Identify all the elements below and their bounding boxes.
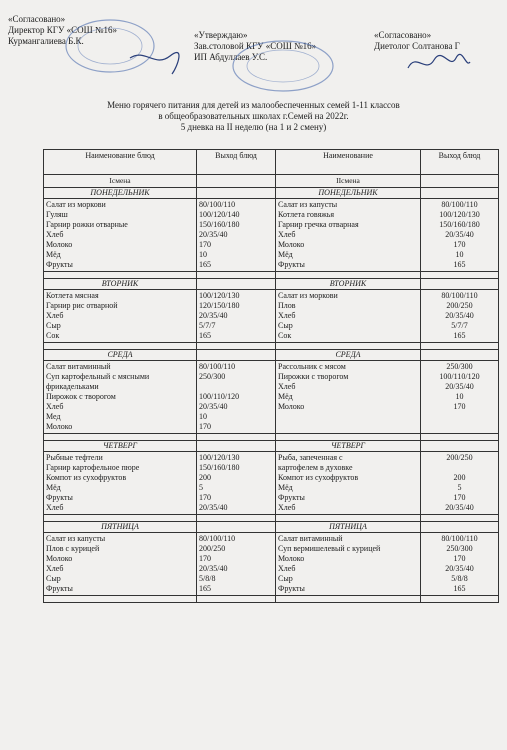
output-list-left-line: 20/35/40 (199, 564, 228, 573)
header-left-line-1: «Согласовано» (8, 14, 66, 24)
output-list-right-line: 200/250 (446, 301, 473, 310)
day-name-left: ВТОРНИК (44, 279, 197, 290)
output-list-left-line: 250/300 (199, 372, 226, 381)
dish-list-right-line: Сыр (278, 321, 293, 330)
output-list-left-line: 10 (199, 250, 207, 259)
dish-list-left-line: Гуляш (46, 210, 68, 219)
col-header-dish-left: Наименование блюд (44, 150, 197, 175)
dish-list-right-line: Пирожки с творогом (278, 372, 349, 381)
dish-list-right-line: Молоко (278, 402, 305, 411)
output-list-right-line: 100/110/120 (439, 372, 480, 381)
output-list-right-line: 20/35/40 (445, 503, 474, 512)
output-list-left-line: 5 (199, 483, 203, 492)
output-list-right-line: 170 (453, 493, 466, 502)
day-name-right: ЧЕТВЕРГ (276, 441, 421, 452)
output-list-left (197, 361, 276, 434)
day-name-right: СРЕДА (276, 350, 421, 361)
dietitian-signature-icon (404, 50, 474, 76)
dish-list-right-line: Фрукты (278, 493, 305, 502)
output-list-right-line: 200/250 (446, 453, 473, 462)
dish-list-right-line: Молоко (278, 554, 305, 563)
output-list-left-line: 100/110/120 (199, 392, 240, 401)
dish-list-left-line: Плов с курицей (46, 544, 100, 553)
dish-list-left-line: Молоко (46, 422, 73, 431)
output-list-right-line: 20/35/40 (445, 564, 474, 573)
output-list-right-line: 5/8/8 (451, 574, 468, 583)
output-list-right-line: 10 (455, 250, 464, 259)
output-list-right-line: 80/100/110 (441, 200, 478, 209)
day-body-row (44, 290, 499, 343)
shift-row (44, 175, 499, 188)
dish-list-left-line: Гарнир картофельное пюре (46, 463, 140, 472)
dish-list-left-line: Мёд (46, 250, 61, 259)
dish-list-right-line: Рыба, запеченная с (278, 453, 343, 462)
dish-list-right (276, 199, 421, 272)
output-list-right-line (423, 463, 496, 473)
output-list-left-line: 200/250 (199, 544, 226, 553)
col-header-output-left: Выход блюд (197, 150, 276, 175)
dish-list-right-line: Молоко (278, 240, 305, 249)
dish-list-right-line: Сыр (278, 574, 293, 583)
dish-list-left (44, 199, 197, 272)
dish-list-right-line: Сок (278, 331, 292, 340)
output-list-left (197, 533, 276, 596)
dish-list-left-line: Молоко (46, 554, 73, 563)
output-list-left (197, 199, 276, 272)
output-list-right-line: 170 (453, 402, 466, 411)
day-name-right: ПОНЕДЕЛЬНИК (276, 188, 421, 199)
dish-list-right-line: Суп вермишелевый с курицей (278, 544, 381, 553)
day-name-right: ПЯТНИЦА (276, 522, 421, 533)
output-list-left-line: 170 (199, 422, 211, 431)
output-list-left-line: 20/35/40 (199, 230, 228, 239)
output-list-right (421, 361, 499, 434)
output-list-right-line: 5 (457, 483, 462, 492)
dish-list-left-line: Салат из моркови (46, 200, 106, 209)
dish-list-left-line: Хлеб (46, 564, 64, 573)
output-list-left (197, 452, 276, 515)
dish-list-left-line: Салат из капусты (46, 534, 106, 543)
day-name-left: ЧЕТВЕРГ (44, 441, 197, 452)
canteen-stamp-icon (228, 38, 338, 94)
shift-1-label: Iсмена (44, 175, 197, 188)
dish-list-left-line: Пирожок с творогом (46, 392, 116, 401)
output-list-left-line: 20/35/40 (199, 402, 228, 411)
dish-list-right (276, 533, 421, 596)
output-list-left-line: 170 (199, 554, 211, 563)
day-header-row (44, 441, 499, 452)
output-list-right-line: 80/100/110 (441, 534, 478, 543)
output-list-left-line: 165 (199, 260, 211, 269)
dish-list-left-line: Салат витаминный (46, 362, 111, 371)
day-name-left: ПЯТНИЦА (44, 522, 197, 533)
dish-list-left-line: Хлеб (46, 503, 64, 512)
dish-list-left-line: Суп картофельный с мясными (46, 372, 150, 381)
output-list-right-line: 5/7/7 (451, 321, 468, 330)
output-list-right-line: 20/35/40 (445, 230, 474, 239)
dish-list-right-line: Хлеб (278, 311, 296, 320)
dish-list-right-line: Фрукты (278, 584, 305, 593)
dish-list-right (276, 290, 421, 343)
menu-title-line-3: 5 дневка на II неделю (на 1 и 2 смену) (180, 122, 327, 132)
output-list-left-line: 165 (199, 331, 211, 340)
dish-list-left-line: Сок (46, 331, 60, 340)
header-right-line-1: «Согласовано» (374, 30, 432, 40)
output-list-left-line: 80/100/110 (199, 534, 236, 543)
output-list-left-line: 150/160/180 (199, 463, 240, 472)
output-list-left-line: 200 (199, 473, 211, 482)
output-list-right-line: 80/100/110 (441, 291, 478, 300)
output-list-left-line: 20/35/40 (199, 503, 228, 512)
dish-list-left-line: Мёд (46, 483, 61, 492)
output-list-left-line: 170 (199, 493, 211, 502)
day-body-row (44, 533, 499, 596)
dish-list-right-line: Хлеб (278, 230, 296, 239)
dish-list-left (44, 533, 197, 596)
dish-list-left (44, 290, 197, 343)
dish-list-left-line: Котлета мясная (46, 291, 99, 300)
dish-list-right-line: Мёд (278, 250, 293, 259)
header-middle-line-3: ИП Абдуллаев У.С. (194, 52, 268, 62)
dish-list-right-line: Плов (278, 301, 296, 310)
dish-list-right-line: Хлеб (278, 382, 296, 391)
output-list-left-line: 100/120/140 (199, 210, 240, 219)
dish-list-right-line: Хлеб (278, 564, 296, 573)
dish-list-right-line: Компот из сухофруктов (278, 473, 359, 482)
dish-list-left-line: Компот из сухофруктов (46, 473, 127, 482)
dish-list-left-line: Сыр (46, 574, 61, 583)
dish-list-right-line: Салат витаминный (278, 534, 343, 543)
dish-list-right-line: Мёд (278, 483, 293, 492)
output-list-right-line: 150/160/180 (439, 220, 480, 229)
output-list-right-line: 200 (453, 473, 466, 482)
header-left-line-2: Директор КГУ «СОШ №16» (8, 25, 118, 35)
header-right-approval (374, 30, 460, 52)
dish-list-left-line: Фрукты (46, 260, 73, 269)
output-list-right-line: 165 (453, 260, 466, 269)
output-list-left-line: 10 (199, 412, 207, 421)
output-list-right-line: 20/35/40 (445, 311, 474, 320)
output-list-left-line: 100/120/130 (199, 453, 240, 462)
day-header-row (44, 188, 499, 199)
dish-list-left-line: Хлеб (46, 402, 64, 411)
dish-list-right-line: картофелем в духовке (278, 463, 353, 472)
day-header-row (44, 350, 499, 361)
dish-list-left (44, 361, 197, 434)
output-list-left-line: 165 (199, 584, 211, 593)
dish-list-right-line: Фрукты (278, 260, 305, 269)
output-list-right (421, 533, 499, 596)
output-list-left-line: 5/7/7 (199, 321, 216, 330)
output-list-left (197, 290, 276, 343)
header-middle-line-2: Зав.столовой КГУ «СОШ №16» (194, 41, 317, 51)
dish-list-left-line: Хлеб (46, 230, 64, 239)
output-list-right (421, 452, 499, 515)
dish-list-left-line: Фрукты (46, 493, 73, 502)
output-list-left-line: 20/35/40 (199, 311, 228, 320)
day-name-right: ВТОРНИК (276, 279, 421, 290)
output-list-left-line (199, 382, 273, 392)
menu-table (43, 149, 499, 603)
output-list-right-line: 100/120/130 (439, 210, 480, 219)
header-right-line-2: Диетолог Солтанова Г (374, 41, 460, 51)
day-name-left: СРЕДА (44, 350, 197, 361)
day-header-row (44, 279, 499, 290)
shift-2-label: IIсмена (276, 175, 421, 188)
output-list-right (421, 290, 499, 343)
output-list-left-line: 5/8/8 (199, 574, 216, 583)
dish-list-right (276, 361, 421, 434)
output-list-right-line: 10 (455, 392, 464, 401)
dish-list-left-line: Молоко (46, 240, 73, 249)
dish-list-left-line: Фрукты (46, 584, 73, 593)
dish-list-right-line: Салат из моркови (278, 291, 338, 300)
output-list-left-line: 80/100/110 (199, 362, 236, 371)
day-body-row (44, 361, 499, 434)
dish-list-right-line: Салат из капусты (278, 200, 338, 209)
col-header-dish-right: Наименование (276, 150, 421, 175)
menu-title (0, 100, 507, 133)
output-list-left-line: 120/150/180 (199, 301, 240, 310)
dish-list-left (44, 452, 197, 515)
day-body-row (44, 452, 499, 515)
dish-list-right-line: Рассольник с мясом (278, 362, 346, 371)
output-list-left-line: 100/120/130 (199, 291, 240, 300)
days-body (44, 188, 499, 603)
output-list-right-line: 250/300 (446, 362, 473, 371)
dish-list-left-line: Мед (46, 412, 61, 421)
dish-list-right (276, 452, 421, 515)
dish-list-left-line: Хлеб (46, 311, 64, 320)
header-middle-line-1: «Утверждаю» (194, 30, 248, 40)
output-list-left-line: 80/100/110 (199, 200, 236, 209)
dish-list-left-line: Гарнир рис отварной (46, 301, 118, 310)
output-list-right (421, 199, 499, 272)
dish-list-left-line: Рыбные тефтели (46, 453, 103, 462)
dish-list-right-line: Мёд (278, 392, 293, 401)
dish-list-right-line: Хлеб (278, 503, 296, 512)
dish-list-left-line: Гарнир рожки отварные (46, 220, 128, 229)
column-header-row (44, 150, 499, 175)
output-list-left-line: 150/160/180 (199, 220, 240, 229)
output-list-right-line: 170 (453, 240, 466, 249)
dish-list-left-line: Сыр (46, 321, 61, 330)
day-header-row (44, 522, 499, 533)
day-body-row (44, 199, 499, 272)
header-left-line-3: Курмангалиева Б.К. (8, 36, 84, 46)
col-header-output-right: Выход блюд (421, 150, 499, 175)
dish-list-right-line: Котлета говяжья (278, 210, 335, 219)
menu-title-line-1: Меню горячего питания для детей из малообеспеченных семей 1-11 классов (107, 100, 400, 110)
school-stamp-icon (60, 18, 180, 78)
dish-list-left-line: фрикадельками (46, 382, 99, 391)
output-list-right-line: 165 (453, 331, 466, 340)
output-list-left-line: 170 (199, 240, 211, 249)
output-list-right-line: 165 (453, 584, 466, 593)
day-name-left: ПОНЕДЕЛЬНИК (44, 188, 197, 199)
output-list-right-line: 250/300 (446, 544, 473, 553)
menu-title-line-2: в общеобразовательных школах г.Семей на 2022г. (158, 111, 349, 121)
dish-list-right-line: Гарнир гречка отварная (278, 220, 359, 229)
output-list-right-line: 20/35/40 (445, 382, 474, 391)
output-list-right-line: 170 (453, 554, 466, 563)
